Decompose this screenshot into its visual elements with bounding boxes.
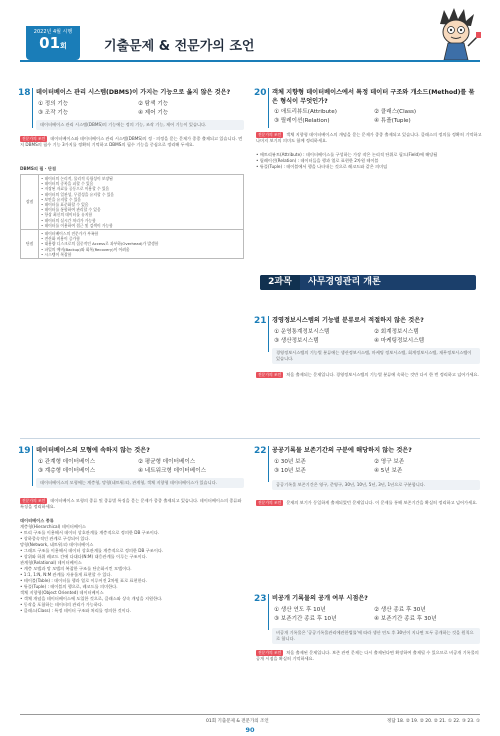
exam-year: 2022년 4월 시행 xyxy=(33,29,73,35)
option-1[interactable]: ① 생산 연도 후 10년 xyxy=(274,607,326,613)
advice-text: 객체 지향형 데이터베이스의 개념을 묻는 문제가 종종 출제되고 있습니다. 클래스의 정의를 정확히 기억하고 나머지 보기의 의미도 함께 정리하세요. xyxy=(256,132,482,143)
advice-text: 처음 출제된 문제입니다. 보존 관련 문제는 다시 출제된다면 확장하여 출제될 수 있으므로 비공개 기록물의 공개 시점을 확실히 기억하세요. xyxy=(256,650,479,661)
advice-tag: 전문가의 조언 xyxy=(22,498,46,503)
detail-line: • 릴레이션(Relation) : 데이터들을 행과 열로 표현한 2차원 테이블 xyxy=(256,158,379,163)
answer-note: 데이터베이스의 모형에는 계층형, 망형(네트워크), 관계형, 객체 지향형 데이터베이스가 있습니다. xyxy=(36,478,244,488)
question-bar xyxy=(32,446,33,486)
adv-item: • 항상 최신의 데이터를 유지함 xyxy=(41,212,93,218)
options xyxy=(38,100,244,118)
adv-label: 장점 xyxy=(21,175,39,230)
adv-item: • 데이터를 통합하여 관리할 수 있음 xyxy=(41,207,101,213)
expert-advice xyxy=(256,372,482,378)
option-1[interactable]: ① 관계형 데이터베이스 xyxy=(38,459,96,465)
question-19 xyxy=(20,446,246,708)
footer-rule xyxy=(20,714,480,715)
detail-line: • 튜플(Tuple) : 테이블에서 행을 나타내는 것으로 레코드와 같은 의미임 xyxy=(256,164,388,169)
detail-line: • 계층 모델과 망 모델의 복잡한 구조를 단순화시킨 모델이다. xyxy=(20,566,132,571)
expert-advice xyxy=(256,500,482,506)
advice-text: 데이터베이스와 데이터베이스 관리 시스템(DBMS)의 정 · 의정을 묻는 문제가 종종 출제되고 있습니다. 먼저 DBMS의 필수 기능 3가지를 정확히 기억하고 DBMS의 필수 기능을 중심으로 정리해 두세요. xyxy=(20,136,243,147)
advice-tag: 전문가의 조언 xyxy=(258,372,282,377)
option-4[interactable]: ④ 마케팅정보시스템 xyxy=(374,338,425,344)
question-text: 공공기록물 보존기간의 구분에 해당하지 않는 것은? xyxy=(272,447,412,454)
option-1[interactable]: ① 애트리뷰트(Attribute) xyxy=(274,109,337,115)
question-number: 23 xyxy=(254,594,267,604)
detail-line: • 트리 구조를 이용해서 데이터 상호관계를 계층적으로 정의한 DB 구조이다. xyxy=(20,530,160,535)
expert-advice xyxy=(256,650,482,662)
question-text: 데이터베이스 관리 시스템(DBMS)이 가지는 기능으로 옳지 않은 것은? xyxy=(36,89,231,96)
round-badge xyxy=(26,26,80,60)
detail-line: • 상하종속적인 관계로 구성되어 있다. xyxy=(20,536,90,541)
question-bar xyxy=(268,88,269,128)
question-text: 경영정보시스템의 기능별 분류로서 적절하지 않은 것은? xyxy=(272,317,424,324)
question-21 xyxy=(256,316,482,426)
option-1[interactable]: ① 정의 기능 xyxy=(38,101,69,107)
question-number: 19 xyxy=(18,446,31,456)
option-1[interactable]: ① 30년 보존 xyxy=(274,459,306,465)
adv-item: • 데이터를 표준화할 수 있음 xyxy=(41,202,89,208)
adv-item: • 데이터를 이용하여 접근 및 검색이 가능함 xyxy=(41,222,113,228)
adv-item: • 데이터의 논리적, 물리적 독립성이 보장됨 xyxy=(41,176,113,181)
advice-tag: 전문가의 조언 xyxy=(22,136,46,141)
options xyxy=(274,458,480,476)
option-2[interactable]: ② 회계정보시스템 xyxy=(374,329,419,335)
option-4[interactable]: ④ 튜플(Tuple) xyxy=(374,118,411,124)
detail-line: • 동작을 포함하는 데이터의 관리가 가능하다. xyxy=(20,602,104,607)
table-caption: DBMS의 필 · 단점 xyxy=(20,166,56,171)
option-2[interactable]: ② 평균형 데이터베이스 xyxy=(138,459,196,465)
detail-line: • 그래프 구조를 이용해서 데이터 상호관계를 계층적으로 정의한 DB 구조이다. xyxy=(20,548,164,553)
options xyxy=(274,328,480,346)
dis-label: 단점 xyxy=(21,230,39,259)
option-4[interactable]: ④ 네트워크형 데이터베이스 xyxy=(138,468,207,474)
advice-text: 데이터베이스 모형의 종류 및 종류별 특징을 묻는 문제가 종종 출제되고 있습니다. 데이터베이스의 종류와 특징을 정리하세요. xyxy=(20,498,242,509)
answer-note: 공공기록물 보존기간은 영구, 준영구, 30년, 10년, 5년, 3년, 1년으로 구분합니다. xyxy=(272,480,480,490)
detail-subheading: 계층형(Hierarchical) 데이터베이스 xyxy=(20,524,86,529)
adv-item: • 데이터의 일관성, 무결성을 유지할 수 있음 xyxy=(41,191,115,197)
question-text: 비공개 기록물의 공개 여부 시점은? xyxy=(272,595,368,602)
option-2[interactable]: ② 클래스(Class) xyxy=(374,109,417,115)
option-3[interactable]: ③ 보존기간 종료 후 10년 xyxy=(274,616,337,622)
question-bar xyxy=(268,594,269,630)
adv-item: • 데이터의 중복을 피할 수 있음 xyxy=(41,181,94,187)
dis-item: • 시스템이 복잡함 xyxy=(41,251,72,257)
option-4[interactable]: ④ 5년 보존 xyxy=(374,468,403,474)
question-number: 21 xyxy=(254,316,267,326)
section-label: 2과목 xyxy=(260,275,300,290)
question-bar xyxy=(268,446,269,482)
round-number: 01 xyxy=(39,34,61,52)
dis-item: • 전산화 비용이 증가함 xyxy=(41,236,80,242)
page-title: 기출문제 & 전문가의 조언 xyxy=(104,39,255,54)
adv-item: • 보안을 유지할 수 있음 xyxy=(41,196,82,202)
page-header xyxy=(0,0,500,62)
footer-title: 01회 기출문제 & 전문가의 조언 xyxy=(206,719,269,724)
question-number: 20 xyxy=(254,88,267,98)
page-number: 90 xyxy=(245,726,255,734)
header-rule xyxy=(20,60,480,62)
question-number: 22 xyxy=(254,446,267,456)
option-2[interactable]: ② 생산 종료 후 30년 xyxy=(374,607,426,613)
round-suffix: 회 xyxy=(60,42,67,50)
question-text: 객체 지향형 데이터베이스에서 특정 데이터 구조와 개소드(Method)를 묶은 형식이 무엇인가? xyxy=(272,89,475,105)
detail-line: • 1:1, 1:N, N:M 관계를 자유롭게 표현할 수 있다. xyxy=(20,572,112,577)
detail-subheading: 망형(Network, 네트워크) 데이터베이스 xyxy=(20,542,94,547)
options xyxy=(274,108,480,126)
option-1[interactable]: ① 운영통계정보시스템 xyxy=(274,329,330,335)
answer-note: 데이터베이스 관리 시스템(DBMS)의 기능에는 정의 기능, 조작 기능, 제어 기능이 있습니다. xyxy=(36,120,244,130)
expert-advice xyxy=(20,136,246,148)
adv-item: • 데이터의 실시간 처리가 가능함 xyxy=(41,217,96,223)
mascot-illustration xyxy=(428,6,484,60)
question-18 xyxy=(20,88,246,273)
question-text: 데이터베이스의 모형에 속하지 않는 것은? xyxy=(36,447,150,454)
pros-cons-table xyxy=(20,174,244,259)
section-banner xyxy=(260,275,476,290)
question-bar xyxy=(268,316,269,352)
adv-item: • 저장된 자료를 공동으로 이용할 수 있음 xyxy=(41,186,110,192)
option-4[interactable]: ④ 제어 기능 xyxy=(138,110,169,116)
advice-text: 처음 출제되는 문제입니다. 경영정보시스템의 기능별 분류에 속하는 것만 다시 한 번 정리하고 넘어가세요. xyxy=(286,372,479,377)
detail-subheading: 관계형(Relational) 데이터베이스 xyxy=(20,560,82,565)
option-4[interactable]: ④ 보존기간 종료 후 30년 xyxy=(374,616,437,622)
option-3[interactable]: ③ 계층형 데이터베이스 xyxy=(38,468,96,474)
option-3[interactable]: ③ 생산정보시스템 xyxy=(274,338,319,344)
dis-item: • 데이터베이스의 전문가가 부족함 xyxy=(41,231,99,237)
advice-tag: 전문가의 조언 xyxy=(258,500,282,505)
answer-key: 정답 18. ② 19. ② 20. ② 21. ① 22. ③ 23. ① xyxy=(386,719,480,724)
expert-advice xyxy=(256,132,482,144)
answer-note: 경영정보시스템의 기능별 분류에는 생산정보시스템, 마케팅 정보시스템, 회계정보시스템, 재무정보시스템이 있습니다. xyxy=(272,348,480,364)
advice-detail xyxy=(256,152,482,170)
answer-note: 비공개 기록물은 '공공기록물관리에관한법률'에 따라 생산 연도 후 30년이 지나면 모두 공개하는 것을 원칙으로 합니다. xyxy=(272,628,480,644)
dis-item: • 파일의 예비(Backup)와 회복(Recovery)이 어려움 xyxy=(41,246,130,252)
option-3[interactable]: ③ 릴레이션(Relation) xyxy=(274,118,330,124)
detail-line: • 테이블(Table) : 데이터를 행과 열로 이루어진 2차원 표로 표현한다. xyxy=(20,578,147,583)
detail-line: • 클래스(Class) : 특정 데이터 구조와 처리를 정의한 것이다. xyxy=(20,608,132,613)
advice-tag: 전문가의 조언 xyxy=(258,650,282,655)
options xyxy=(38,458,244,476)
horizontal-divider xyxy=(20,438,480,439)
advice-detail xyxy=(20,518,246,614)
option-3[interactable]: ③ 10년 보존 xyxy=(274,468,306,474)
section-name: 사무경영관리 개론 xyxy=(308,277,381,287)
detail-line: • 애트리뷰트(Attribute) : 데이터베이스를 구성하는 가장 작은 논리적 단위로 필드(Field)에 해당됨 xyxy=(256,152,438,157)
option-2[interactable]: ② 영구 보존 xyxy=(374,459,405,465)
option-2[interactable]: ② 탐색 기능 xyxy=(138,101,169,107)
detail-line: • 객체 개념을 데이터베이스에 도입한 것으로, 클래스와 상속 개념을 지원한다. xyxy=(20,596,163,601)
detail-heading: 데이터베이스 종류 xyxy=(20,518,54,523)
question-23 xyxy=(256,594,482,694)
dis-item: • 대용량 디스크로의 집중적인 Access로 과부하(Overhead)가 발생함 xyxy=(41,241,159,247)
detail-subheading: 객체 지향형(Object Oriented) 데이터베이스 xyxy=(20,590,104,595)
question-bar xyxy=(32,88,33,128)
option-3[interactable]: ③ 조작 기능 xyxy=(38,110,69,116)
advice-text: 문제의 보기가 동일하게 출제되었던 문제입니다. 이 문제를 통해 보존기간을 확실히 정리하고 넘어가세요. xyxy=(286,500,478,505)
detail-line: • 상위와 하위 레코드 간에 다대다(N:M) 대응관계를 이루는 구조이다. xyxy=(20,554,148,559)
question-number: 18 xyxy=(18,88,31,98)
question-22 xyxy=(256,446,482,526)
expert-advice xyxy=(20,498,246,510)
advice-tag: 전문가의 조언 xyxy=(258,132,282,137)
question-20 xyxy=(256,88,482,268)
detail-line: • 튜플(Tuple) : 테이블의 행으로, 레코드를 의미한다. xyxy=(20,584,118,589)
options xyxy=(274,606,480,624)
